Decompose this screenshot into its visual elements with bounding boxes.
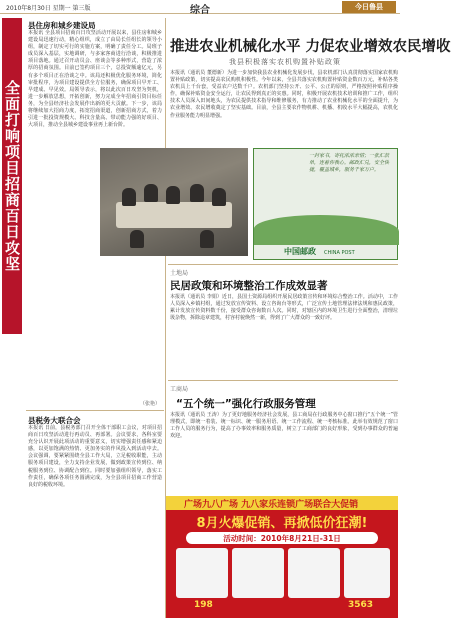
vertical-banner-text: 全面打响项目招商百日攻坚: [3, 80, 21, 272]
photo-person: [190, 184, 204, 202]
mid-article-body: 本报讯（通讯员 李娟）近日，县国土资源局组织开展民居政策宣传和环境综合整治工作。活动中，工作人员深入乡镇村组，通过发放宣传资料、设立咨询台等形式，广泛宣传土地管理法律法规和惠民政策，累计发放宣传资料数千份，接受群众咨询数百人次。同时，对辖区内的环境卫生进行全面整治，清理垃圾杂物，拆除违章建筑，村容村貌焕然一新，得到了广大群众的一致好评。: [170, 294, 398, 322]
mid-article-kicker: 土地局: [170, 270, 189, 277]
china-post-logo-en: CHINA POST: [324, 250, 355, 256]
left-article-author: （张艳）: [140, 401, 161, 407]
left-article-title: 县住房和城乡建设局: [28, 21, 96, 30]
main-article-body: 本报讯（通讯员 董德新）为进一步加快我县农业机械化发展步伐，县农机部门认真贯彻落实国家农机购置补贴政策，切实提高农民购机积极性。今年以来，全县共落实农机购置补贴资金数百万元，补贴各类农机具上千台套，受益农户达数千户。农机部门坚持公开、公平、公正的原则，严格按照补贴程序操作，确保补贴资金安全运行，让农民得到真正的实惠。同时，积极开展农机技术培训和推广工作，组织技术人员深入田间地头，为农民提供技术指导和维修服务，有力推动了农业机械化水平的全面提升，为农业增效、农民增收奠定了坚实基础。目前，全县主要农作物机耕、机播、机收水平大幅提高，农机化作业服务能力明显增强。: [170, 70, 398, 119]
china-post-logo: 中国邮政: [284, 247, 316, 256]
lower-article-body: 本报讯（通讯员 王涛）为了更好地服务经济社会发展，县工商局在行政服务中心窗口推行“五个统一”管理模式，即统一着装、统一标识、统一服务用语、统一工作流程、统一考核标准。此举有效规范了窗口工作人员的服务行为，提高了办事效率和服务质量，树立了工商部门的良好形象，受到办事群众的普遍欢迎。: [170, 412, 398, 440]
meeting-photo: [100, 148, 248, 256]
photo-person: [200, 230, 214, 248]
product-kettle: [232, 548, 284, 598]
divider: [168, 264, 398, 265]
china-post-ad: [253, 148, 398, 260]
section-title: 综合: [190, 5, 210, 16]
main-article-subtitle: 我县积极落实农机购置补贴政策: [229, 58, 341, 66]
lower-article-kicker: 工商局: [170, 386, 189, 393]
photo-person: [144, 184, 158, 202]
left-article-2-body: 本报讯 日前，县税务部门召开全体干部职工会议，对项目招商百日攻坚活动进行再动员、再部署。会议要求，各科室要充分认识开展此项活动的重要意义，切实增强责任感和紧迫感，以更加饱满的热情、更加务实的作风投入到活动中去。会议强调，要紧紧围绕全县工作大局，立足税收职能，主动服务项目建设，全力支持企业发展，做到政策宣传到位、纳税服务到位、协调配合到位。同时要加强组织领导，落实工作责任，确保各项任务圆满完成，为全县项目招商工作营造良好的税收环境。: [28, 425, 162, 488]
product-appliance: [288, 548, 340, 598]
left-article-2-title: 县税务大联合会: [28, 416, 81, 425]
product-appliance: [344, 548, 390, 598]
ad-price: 198: [194, 600, 213, 610]
mid-article-title: 民居政策和环境整治工作成效显著: [170, 280, 328, 292]
vertical-banner: [2, 18, 22, 334]
ad-price: 3563: [348, 600, 374, 610]
post-ad-hill: [254, 215, 399, 245]
page-header: [0, 0, 400, 14]
mall-promotion-ad: [166, 496, 398, 618]
photo-person: [122, 188, 136, 206]
issue-date: 2010年8月30日 星期一 第三版: [6, 5, 91, 12]
lower-article-title: “五个统一”强化行政服务管理: [176, 398, 316, 410]
ad-headline: 广场九八广场 九八家乐连锁广场联合大促销: [184, 500, 359, 510]
main-article-title: 推进农业机械化水平 力促农业增效农民增收: [170, 39, 451, 55]
left-article-body: 本报讯 全县项目招商百日攻坚活动开展以来，县住房和城乡建设局迅速行动，精心组织，成立了由局长任组长的领导小组，制定了切实可行的实施方案，明确了责任分工。局班子成员深入基层，实地调研，与多家客商进行洽谈，积极推进项目落地。通过召开动员会、座谈会等多种形式，营造了浓厚的招商氛围。目前已签约项目三个，总投资额逾亿元，另有多个项目正在洽谈之中。该局还积极优化服务环境，简化审批程序，为项目建设提供全方位服务，确保项目早开工、早建成、早见效。局领导表示，将以此次百日攻坚为契机，进一步解放思想，开拓创新，努力完成全年招商引资目标任务，为全县经济社会发展作出新的更大贡献。下一步，该局将继续加大招商力度，拓宽招商渠道，创新招商方式，着力引进一批投资规模大、科技含量高、带动能力强的好项目、大项目，推动全县城乡建设事业再上新台阶。: [28, 30, 162, 129]
divider: [26, 410, 164, 411]
ad-promo-text: 8月火爆促销、再掀低价狂潮!: [196, 516, 368, 531]
divider: [168, 380, 398, 381]
newspaper-logo: 今日鲁县: [342, 1, 396, 13]
product-rice-cooker: [176, 548, 228, 598]
ad-date-line: 活动时间：2010年8月21日-31日: [223, 534, 341, 543]
photo-person: [166, 186, 180, 204]
photo-person: [212, 188, 226, 206]
post-ad-poem: 一封家书，寄托浓浓亲情；一张汇款单，连着你我心。邮政汇兑，安全快捷，覆盖城乡，服务千家万户。: [309, 153, 390, 173]
photo-person: [130, 230, 144, 248]
